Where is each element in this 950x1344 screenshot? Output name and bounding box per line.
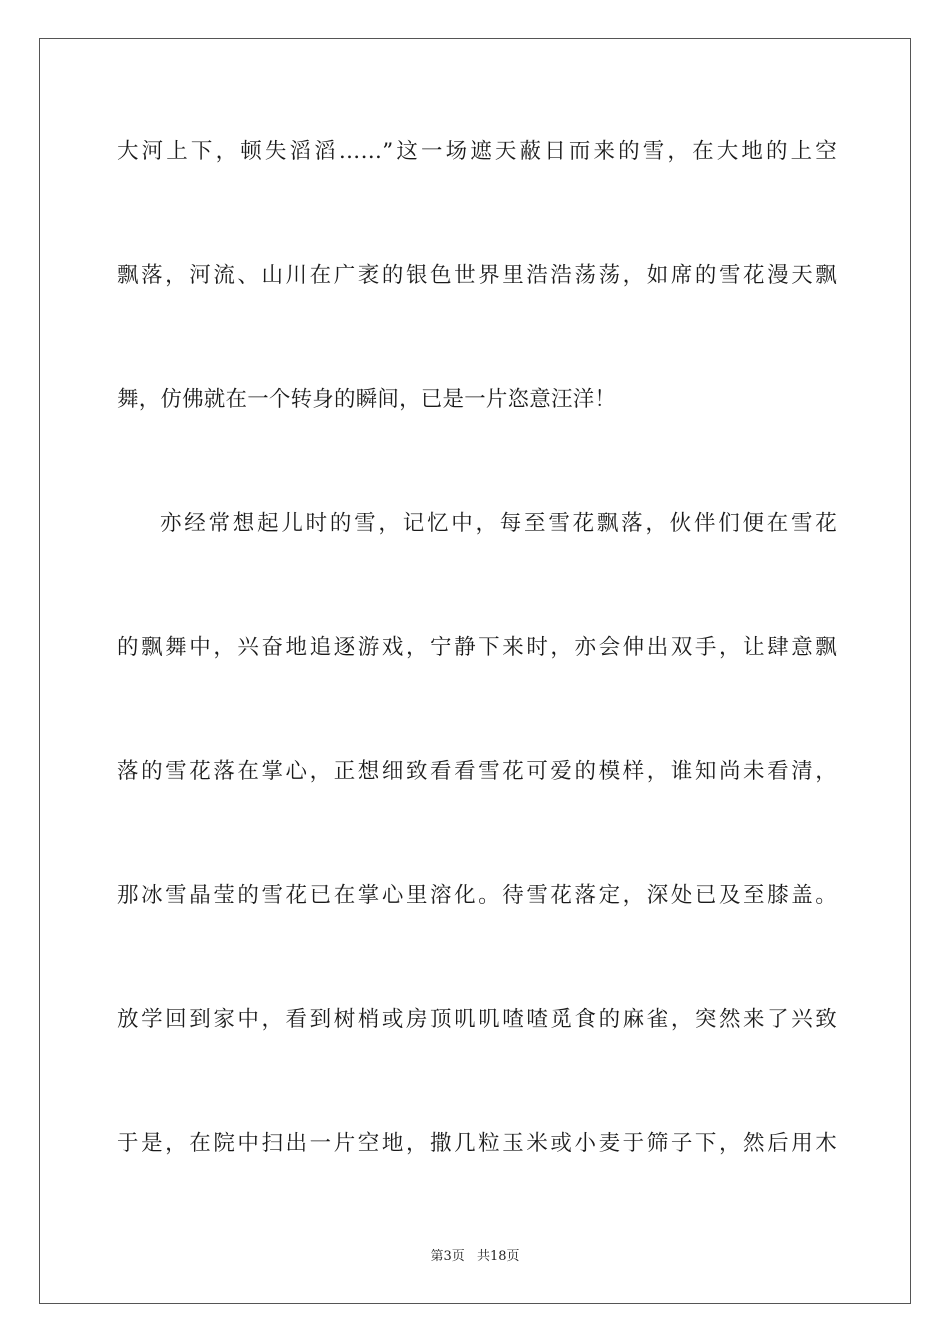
paragraph-line-3: 舞，仿佛就在一个转身的瞬间，已是一片恣意汪洋！ (117, 387, 617, 412)
page-total: 共18页 (476, 1249, 520, 1264)
page-number: 第3页 (430, 1249, 465, 1264)
paragraph-line-2: 飘落，河流、山川在广袤的银色世界里浩浩荡荡，如席的雪花漫天飘 (117, 263, 837, 288)
paragraph-line-5: 的飘舞中，兴奋地追逐游戏，宁静下来时，亦会伸出双手，让肆意飘 (117, 635, 837, 660)
page-border (39, 38, 911, 1304)
paragraph-line-9: 于是，在院中扫出一片空地，撒几粒玉米或小麦于筛子下，然后用木 (117, 1131, 837, 1156)
paragraph-line-1: 大河上下，顿失滔滔……”这一场遮天蔽日而来的雪，在大地的上空 (117, 139, 837, 164)
paragraph-line-4: 亦经常想起儿时的雪，记忆中，每至雪花飘落，伙伴们便在雪花 (160, 511, 837, 536)
page-footer (0, 1248, 950, 1266)
paragraph-line-6: 落的雪花落在掌心，正想细致看看雪花可爱的模样，谁知尚未看清， (117, 759, 837, 784)
paragraph-line-8: 放学回到家中，看到树梢或房顶叽叽喳喳觅食的麻雀，突然来了兴致 (117, 1007, 837, 1032)
paragraph-line-7: 那冰雪晶莹的雪花已在掌心里溶化。待雪花落定，深处已及至膝盖。 (117, 883, 837, 908)
